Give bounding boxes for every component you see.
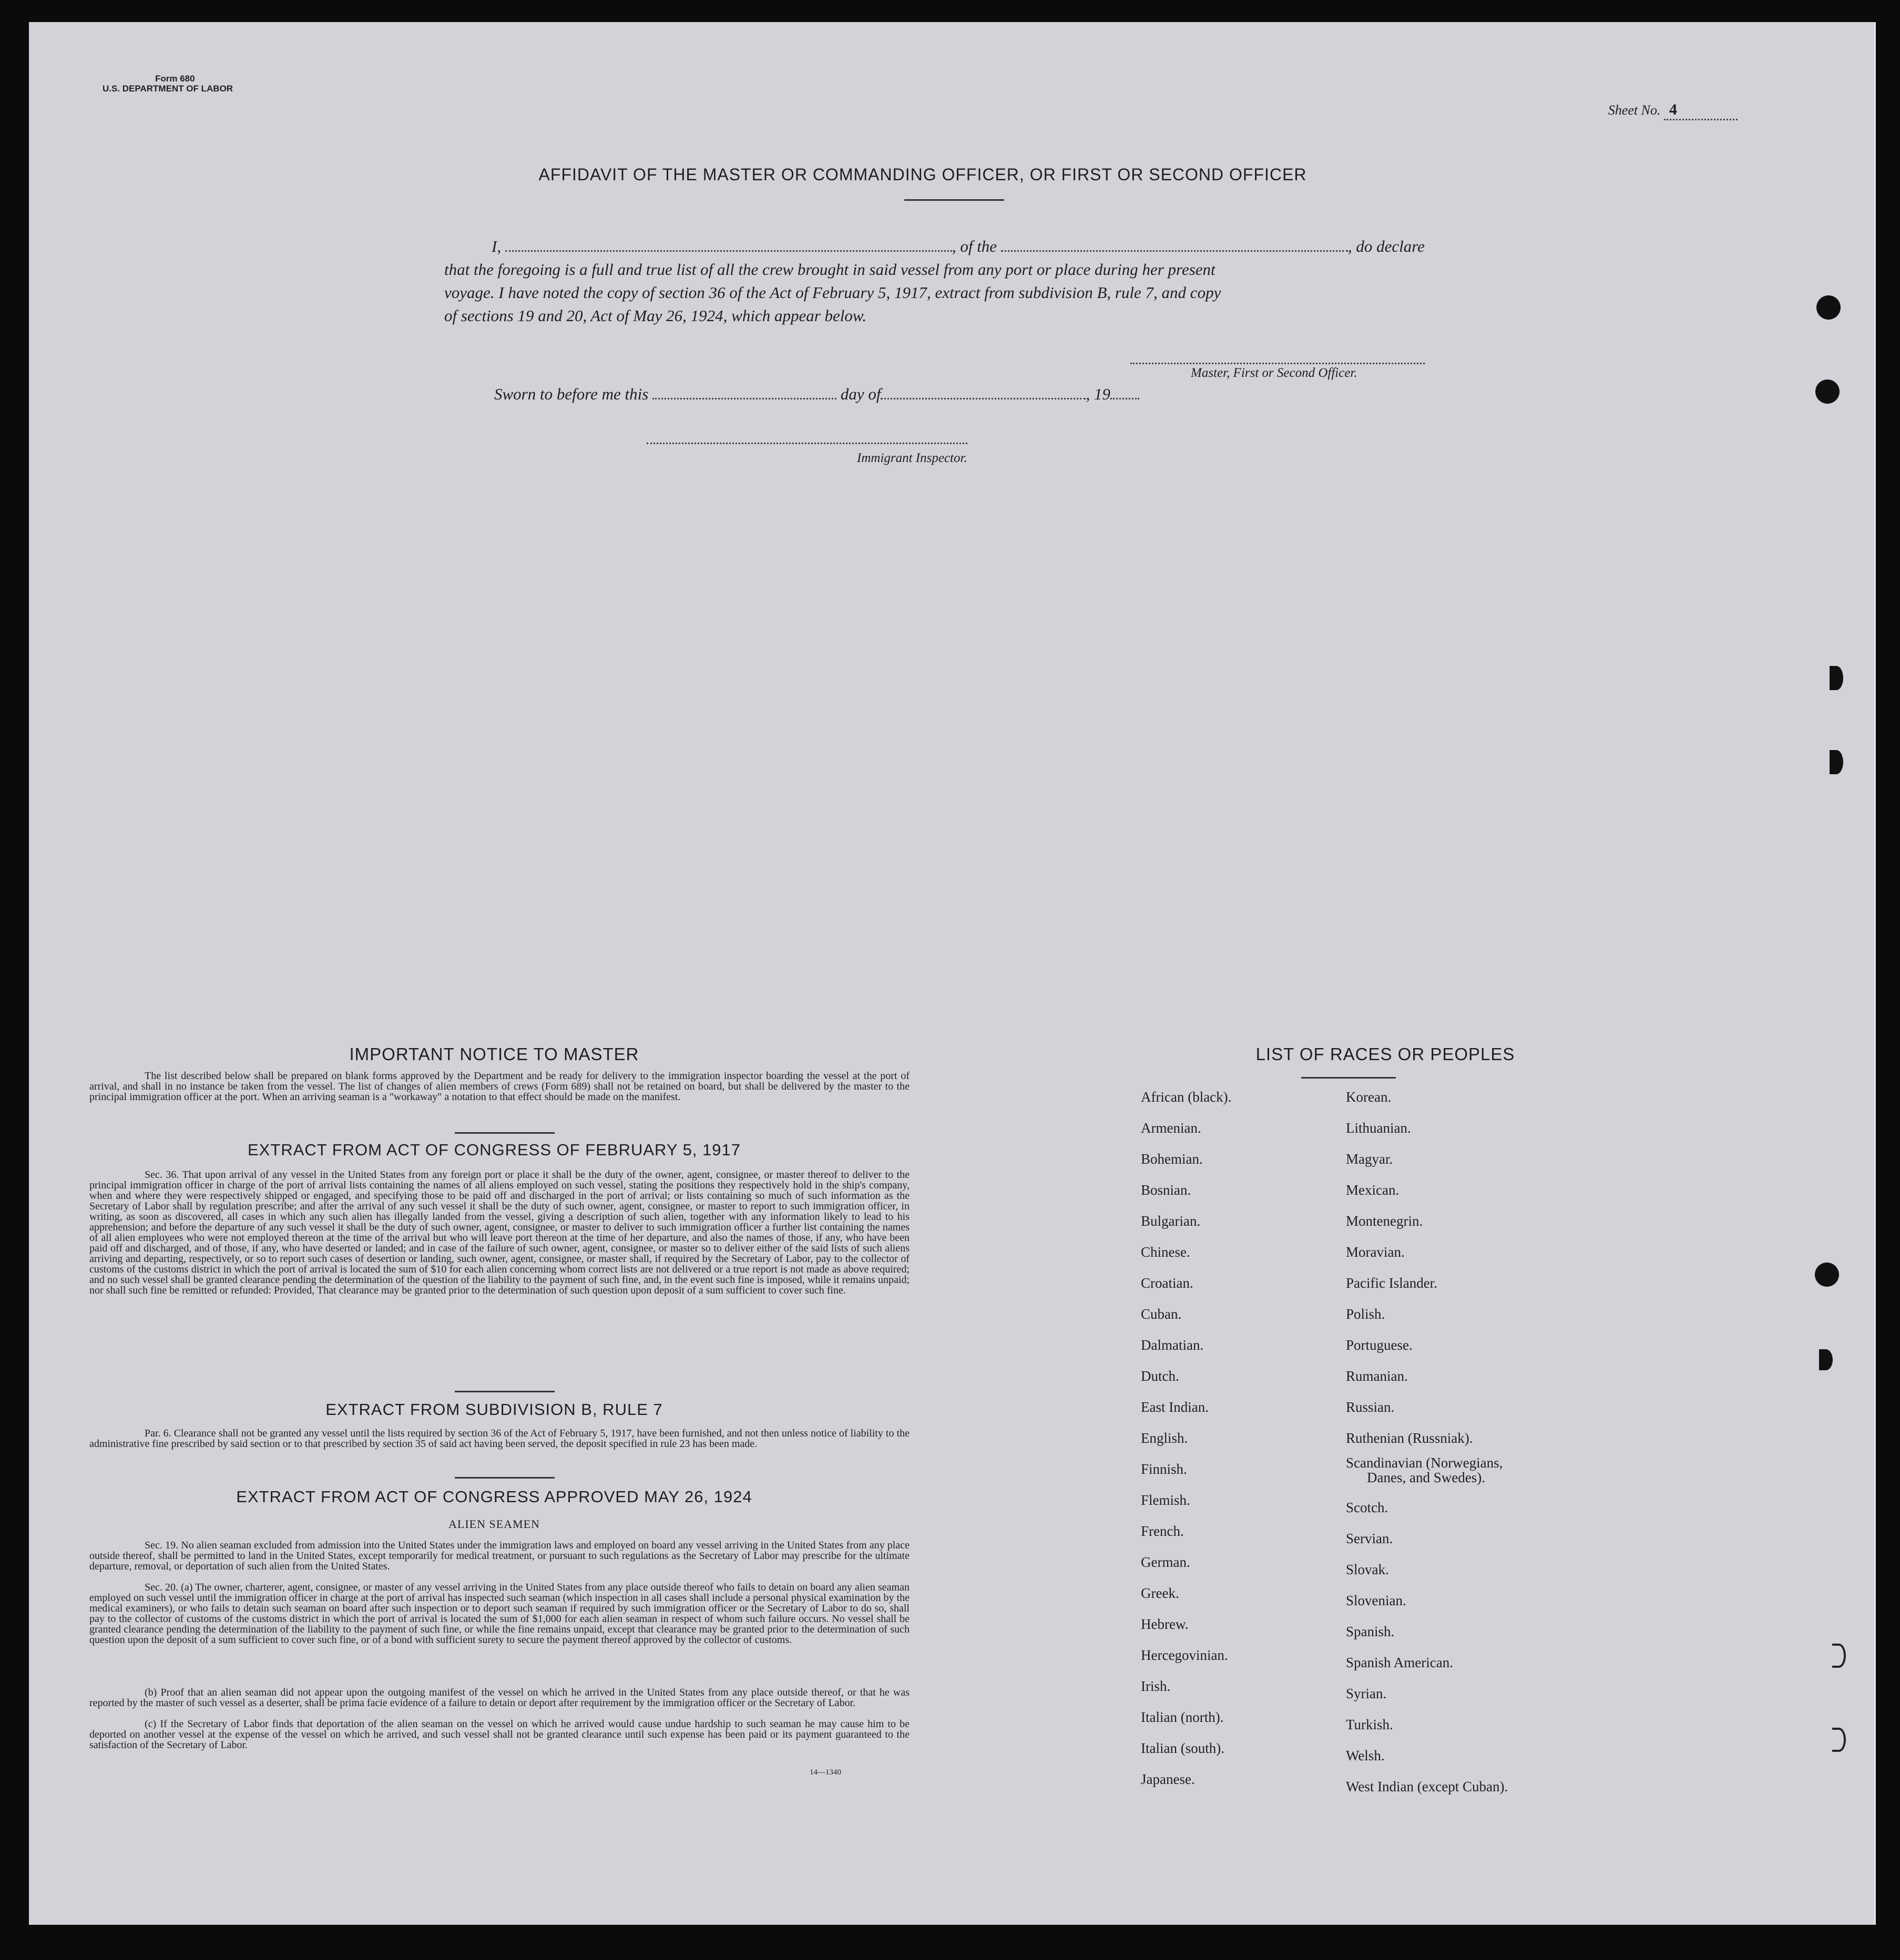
print-code: 14—1340	[810, 1768, 841, 1777]
department-name: U.S. DEPARTMENT OF LABOR	[103, 84, 233, 94]
extract-1924-section-20a: Sec. 20. (a) The owner, charterer, agent, consignee, or master of any vessel arriving in the United States from any place outside thereof who fails to detain on board any alien seaman employed on such vessel until the immigration officer in charge at the port of arrival has inspected such seaman (which inspection in all cases shall include a personal physical examination by the medical examiners), or who fails to detain such seaman on board after such inspection or to deport such seaman if required by such immigration officer or the Secretary of Labor to do so, shall pay to the collector of customs of the customs district in which the port of arrival is located the sum of $1,000 for each alien seaman in respect of whom such failure occurs. No vessel shall be granted clearance pending the determination of the liability to the payment of such fine, or while the fine remains unpaid, except that clearance may be granted prior to the determination of such question upon the deposit of a sum sufficient to cover such fine, or of a bond with sufficient surety to secure the payment thereof approved by the collector of customs.	[89, 1582, 910, 1646]
race-item: Dalmatian.	[1141, 1337, 1204, 1353]
vessel-field[interactable]	[1001, 250, 1348, 252]
extract-1924-title: EXTRACT FROM ACT OF CONGRESS APPROVED MAY 26, 1924	[236, 1487, 752, 1506]
race-item: West Indian (except Cuban).	[1346, 1779, 1508, 1794]
affidavit-line-3: voyage. I have noted the copy of section 36 of the Act of February 5, 1917, extract from subdivision B, rule 7, and copy	[444, 283, 1221, 302]
inspector-caption: Immigrant Inspector.	[857, 451, 967, 465]
sworn-label: Sworn to before me this	[494, 385, 649, 403]
race-item: Bohemian.	[1141, 1151, 1203, 1167]
binder-hole	[1816, 295, 1841, 320]
binder-hole	[1819, 1349, 1833, 1370]
extract-1924-section-19: Sec. 19. No alien seaman excluded from admission into the United States under the immigration laws and employed on board any vessel arriving in the United States from any place outside thereof, shall be permitted to land in the United States, except temporarily for medical treatment, or pursuant to such regulations as the Secretary of Labor may prescribe for the ultimate departure, removal, or deportation of such alien from the United States.	[89, 1540, 910, 1572]
extract-1917-title: EXTRACT FROM ACT OF CONGRESS OF FEBRUARY 5, 1917	[247, 1141, 741, 1159]
sworn-line	[494, 385, 1139, 404]
sheet-value: 4	[1664, 101, 1738, 120]
affidavit-line-4: of sections 19 and 20, Act of May 26, 1924, which appear below.	[444, 306, 867, 325]
race-item: Italian (north).	[1141, 1709, 1224, 1725]
race-item: Dutch.	[1141, 1368, 1179, 1384]
do-declare-label: , do declare	[1347, 237, 1425, 255]
of-the-label: , of the	[952, 237, 997, 255]
race-item: Mexican.	[1346, 1182, 1400, 1198]
race-item: Syrian.	[1346, 1686, 1387, 1701]
race-item: Bosnian.	[1141, 1182, 1191, 1198]
race-item: Hercegovinian.	[1141, 1647, 1228, 1663]
race-item: East Indian.	[1141, 1399, 1209, 1415]
race-item: Lithuanian.	[1346, 1120, 1411, 1136]
race-item: Italian (south).	[1141, 1740, 1224, 1756]
form-sheet	[29, 22, 1876, 1925]
race-item: Pacific Islander.	[1346, 1275, 1437, 1291]
sworn-day-field[interactable]	[652, 398, 836, 399]
declare-line	[444, 235, 1496, 258]
binder-hole	[1832, 1728, 1846, 1752]
sworn-month-field[interactable]	[881, 398, 1086, 399]
inspector-signature-line[interactable]	[647, 443, 967, 444]
race-item: Spanish American.	[1346, 1655, 1453, 1670]
race-item: Moravian.	[1346, 1244, 1405, 1260]
binder-hole	[1830, 666, 1843, 690]
race-item: Japanese.	[1141, 1771, 1195, 1787]
sworn-year-field[interactable]	[1110, 398, 1139, 399]
extract-1917-rule	[455, 1391, 555, 1392]
race-item: Portuguese.	[1346, 1337, 1413, 1353]
affidavit-body	[444, 235, 1496, 327]
race-item: Korean.	[1346, 1089, 1392, 1105]
race-item: Flemish.	[1141, 1492, 1190, 1508]
race-item: Cuban.	[1141, 1306, 1182, 1322]
race-item: Servian.	[1346, 1531, 1393, 1546]
race-item: Scotch.	[1346, 1500, 1388, 1515]
race-item: Slovenian.	[1346, 1593, 1406, 1608]
binder-hole	[1832, 1644, 1846, 1668]
binder-hole	[1830, 750, 1843, 774]
binder-hole	[1815, 1263, 1839, 1287]
race-item: Rumanian.	[1346, 1368, 1408, 1384]
race-item: Hebrew.	[1141, 1616, 1189, 1632]
notice-rule	[455, 1132, 555, 1134]
race-item: Chinese.	[1141, 1244, 1190, 1260]
i-label: I,	[492, 237, 502, 255]
title-rule	[904, 199, 1004, 201]
race-item: Ruthenian (Russniak).	[1346, 1430, 1473, 1446]
race-item: Russian.	[1346, 1399, 1395, 1415]
alien-seamen-subtitle: ALIEN SEAMEN	[448, 1517, 540, 1531]
race-item: Finnish.	[1141, 1461, 1187, 1477]
race-item: Bulgarian.	[1141, 1213, 1201, 1229]
race-item: Scandinavian (Norwegians,	[1346, 1455, 1503, 1471]
notice-title: IMPORTANT NOTICE TO MASTER	[349, 1044, 639, 1064]
race-item: Welsh.	[1346, 1748, 1385, 1763]
sheet-number	[1608, 101, 1738, 120]
master-signature-line[interactable]	[1130, 363, 1425, 364]
extract-1924-section-20b: (b) Proof that an alien seaman did not appear upon the outgoing manifest of the vessel on which he arrived in the United States from any place outside thereof, or that he was reported by the master of such vessel as a deserter, shall be prima facie evidence of a failure to detain or deport after requirement by the immigration officer or the Secretary of Labor.	[89, 1687, 910, 1709]
master-caption: Master, First or Second Officer.	[1191, 366, 1357, 380]
sheet-label: Sheet No.	[1608, 102, 1661, 118]
race-item: Magyar.	[1346, 1151, 1393, 1167]
rule7-title: EXTRACT FROM SUBDIVISION B, RULE 7	[325, 1400, 663, 1419]
rule7-rule	[455, 1477, 555, 1479]
name-field[interactable]	[505, 250, 952, 252]
race-item: Slovak.	[1346, 1562, 1389, 1577]
races-title: LIST OF RACES OR PEOPLES	[1255, 1044, 1515, 1064]
day-of-label: day of	[840, 385, 881, 403]
race-item: Irish.	[1141, 1678, 1171, 1694]
notice-body: The list described below shall be prepared on blank forms approved by the Department and be ready for delivery to the immigration inspector boarding the vessel at the port of arrival, and shall in no instance be taken from the vessel. The list of changes of alien members of crews (Form 689) shall not be retained on board, but shall be delivered by the master to the principal immigration officer at the port. When an arriving seaman is a "workaway" a notation to that effect should be made on the manifest.	[89, 1070, 910, 1103]
race-item: Polish.	[1346, 1306, 1385, 1322]
race-item-continuation: Danes, and Swedes).	[1367, 1470, 1485, 1485]
affidavit-title: AFFIDAVIT OF THE MASTER OR COMMANDING OFFICER, OR FIRST OR SECOND OFFICER	[538, 165, 1307, 184]
race-item: Montenegrin.	[1346, 1213, 1423, 1229]
race-item: Spanish.	[1346, 1624, 1395, 1639]
race-item: Croatian.	[1141, 1275, 1193, 1291]
rule7-body: Par. 6. Clearance shall not be granted any vessel until the lists required by section 36 of the Act of February 5, 1917, have been furnished, and not then unless notice of liability to the administrative fine prescribed by said section or to that prescribed by section 35 of said act having been served, the deposit specified in rule 23 has been made.	[89, 1428, 910, 1450]
affidavit-line-2: that the foregoing is a full and true list of all the crew brought in said vessel from any port or place during her present	[444, 260, 1215, 279]
race-item: Greek.	[1141, 1585, 1179, 1601]
race-item: African (black).	[1141, 1089, 1232, 1105]
race-item: French.	[1141, 1523, 1184, 1539]
form-number: Form 680	[155, 74, 195, 84]
form-header	[103, 74, 233, 94]
race-item: English.	[1141, 1430, 1188, 1446]
binder-hole	[1815, 379, 1840, 404]
races-rule	[1301, 1077, 1396, 1079]
race-item: Turkish.	[1346, 1717, 1393, 1732]
extract-1924-section-20c: (c) If the Secretary of Labor finds that deportation of the alien seaman on the vessel on which he arrived would cause undue hardship to such seaman he may cause him to be deported on another vessel at the expense of the vessel on which he arrived, and such vessel shall not be granted clearance until such expense has been paid or its payment guaranteed to the satisfaction of the Secretary of Labor.	[89, 1718, 910, 1751]
extract-1917-body: Sec. 36. That upon arrival of any vessel in the United States from any foreign port or place it shall be the duty of the owner, agent, consignee, or master thereof to deliver to the principal immigration officer in charge of the port of arrival lists containing the names of all aliens employed on such vessel, stating the positions they respectively hold in the ship's company, when and where they were respectively shipped or engaged, and specifying those to be paid off and discharged in the port of arrival; or lists containing so much of such information as the Secretary of Labor shall by regulation prescribe; and after the arrival of any such vessel it shall be the duty of such owner, agent, consignee, or master to report to such immigration officer, in writing, as soon as discovered, all cases in which any such alien has illegally landed from the vessel, giving a description of such alien, together with any information likely to lead to his apprehension; and before the departure of any such vessel it shall be the duty of such owner, agent, consignee, or master to deliver to such immigration officer a further list containing the names of all alien employees who were not employed thereon at the time of the arrival but who will leave port thereon at the time of her departure, and also the names of those, if any, who have been paid off and discharged, and of those, if any, who have deserted or landed; and in case of the failure of such owner, agent, consignee, or master so to deliver either of the said lists of such aliens arriving and departing, respectively, or so to report such cases of desertion or landing, such owner, agent, consignee, or master shall, if required by the Secretary of Labor, pay to the collector of customs of the customs district in which the port of arrival is located the sum of $10 for each alien concerning whom correct lists are not delivered or a true report is not made as above required; and no such vessel shall be granted clearance pending the determination of the question of the liability to the payment of such fine, and, in the event such fine is imposed, while it remains unpaid; nor shall such fine be remitted or refunded: Provided, That clearance may be granted prior to the determination of such question upon deposit of a sum sufficient to cover such fine.	[89, 1169, 910, 1296]
year-label: , 19	[1086, 385, 1110, 403]
race-item: German.	[1141, 1554, 1190, 1570]
race-item: Armenian.	[1141, 1120, 1201, 1136]
